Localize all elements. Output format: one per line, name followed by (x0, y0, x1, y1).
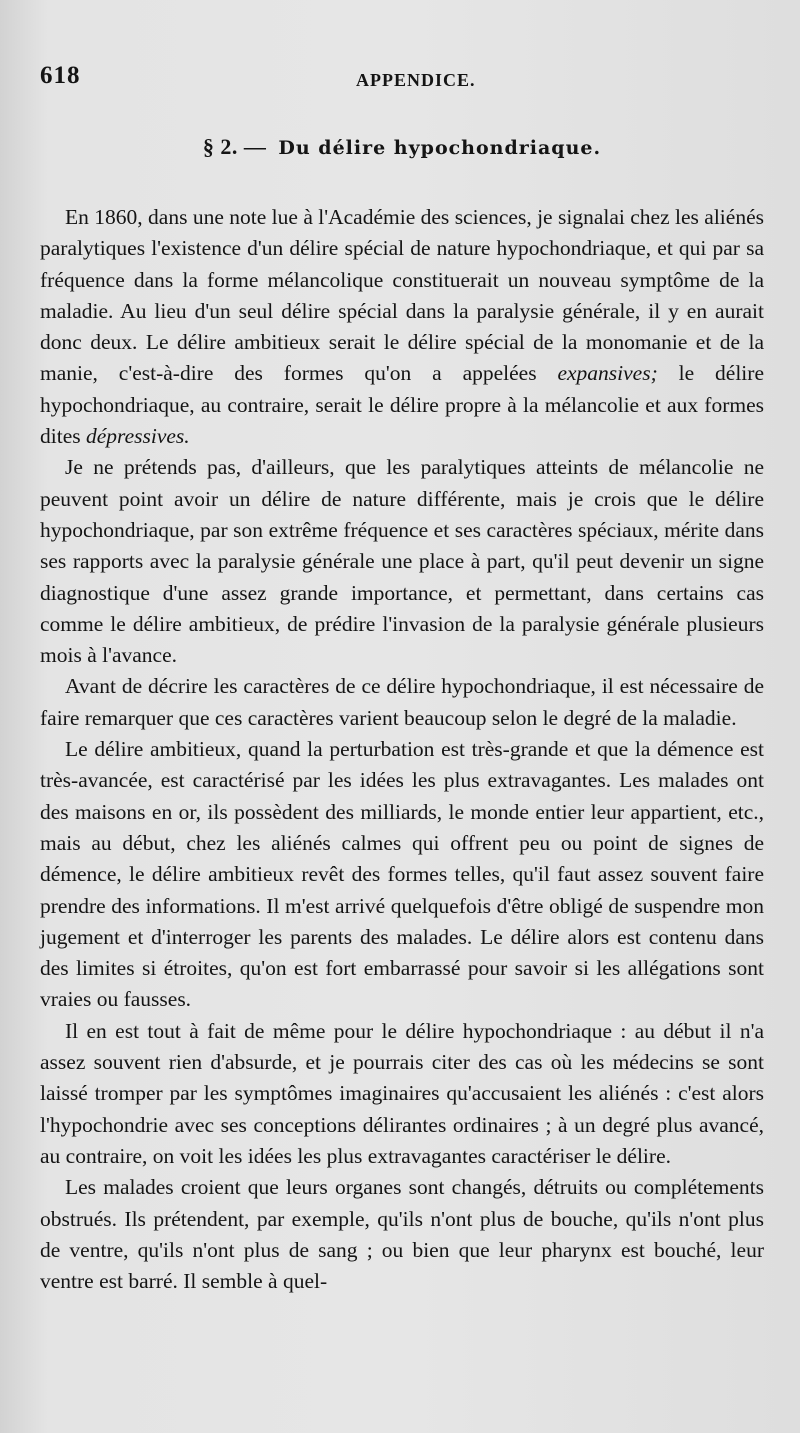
italic-term: expansives; (557, 361, 658, 386)
section-number: § 2. — (202, 134, 267, 159)
paragraph-text: le délire hypochondriaque, au contraire, serait le délire propre à la mélancolie et aux formes dites (40, 361, 764, 449)
running-title: APPENDICE. (356, 70, 476, 90)
paragraph: Je ne prétends pas, d'ailleurs, que les paralytiques atteints de mélancolie ne peuvent point avoir un délire de nature différente, mais je crois que le délire hypochondriaque, par son extrême fréquence et ses caractères spéciaux, mérite dans ses rapports avec la paralysie générale une place à part, qu'il peut devenir un signe diagnostique d'une assez grande importance, et permettant, dans certains cas comme le délire ambitieux, de prédire l'invasion de la paralysie générale plusieurs mois à l'avance. (40, 455, 764, 668)
body-text (40, 202, 764, 1297)
paragraph (40, 202, 764, 452)
paragraph-text: En 1860, dans une note lue à l'Académie des sciences, je signalai chez les aliénés paralytiques l'existence d'un délire spécial de nature hypochondriaque, et qui par sa fréquence dans la forme mélancolique constituerait un nouveau symptôme de la maladie. Au lieu d'un seul délire spécial dans la paralysie générale, il y en aurait donc deux. Le délire ambitieux serait le délire spécial de la monomanie et de la manie, c'est-à-dire des formes qu'on a appelées (40, 205, 764, 386)
paragraph: Avant de décrire les caractères de ce délire hypochondriaque, il est nécessaire de faire remarquer que ces caractères varient beaucoup selon le degré de la maladie. (40, 674, 764, 730)
running-head (40, 52, 764, 94)
paragraph: Le délire ambitieux, quand la perturbation est très-grande et que la démence est très-avancée, est caractérisé par les idées les plus extravagantes. Les malades ont des maisons en or, ils possèdent des milliards, le monde entier leur appartient, etc., mais au début, chez les aliénés calmes qui offrent peu ou point de signes de démence, le délire ambitieux revêt des formes telles, qu'il faut assez souvent faire prendre des informations. Il m'est arrivé quelquefois d'être obligé de suspendre mon jugement et d'interroger les parents des malades. Le délire alors est contenu dans des limites si étroites, qu'on est fort embarrassé pour savoir si les allégations sont vraies ou fausses. (40, 737, 764, 1012)
paragraph: Il en est tout à fait de même pour le délire hypochondriaque : au début il n'a assez souvent rien d'absurde, et je pourrais citer des cas où les médecins se sont laissé tromper par les symptômes imaginaires qu'accusaient les aliénés : c'est alors l'hypochondrie avec ses conceptions délirantes ordinaires ; à un degré plus avancé, au contraire, on voit les idées les plus extravagantes caractériser le délire. (40, 1018, 764, 1168)
page-number: 618 (40, 62, 81, 89)
section-title: Du délire hypochondriaque. (278, 137, 602, 159)
section-heading (40, 134, 764, 160)
paragraph: Les malades croient que leurs organes sont changés, détruits ou complétements obstrués. Ils prétendent, par exemple, qu'ils n'ont plus de bouche, qu'ils n'ont plus de ventre, qu'ils n'ont plus de sang ; ou bien que leur pharynx est bouché, leur ventre est barré. Il semble à quel- (40, 1175, 764, 1294)
italic-term: dépressives. (85, 424, 190, 449)
